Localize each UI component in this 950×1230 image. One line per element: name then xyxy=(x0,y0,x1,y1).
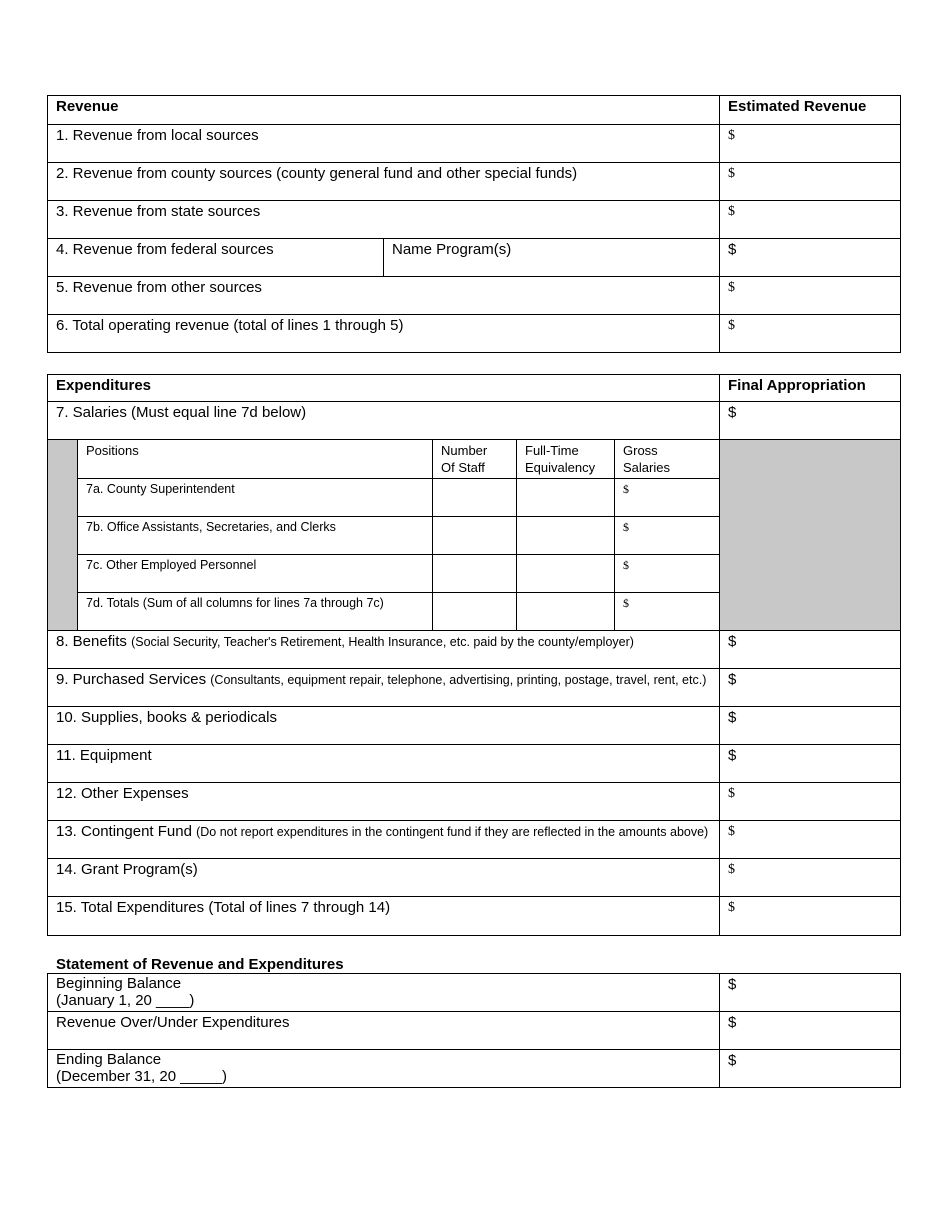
revenue-over-under-label: Revenue Over/Under Expenditures xyxy=(48,1012,720,1050)
grant-program-row: 14. Grant Program(s) xyxy=(48,859,720,897)
beginning-balance-field[interactable]: $ xyxy=(720,974,901,1012)
estimated-revenue-header: Estimated Revenue xyxy=(720,96,901,125)
final-appropriation-header: Final Appropriation xyxy=(720,375,901,402)
program-name-field[interactable]: Name Program(s) xyxy=(384,239,720,277)
ending-balance-label xyxy=(48,1050,720,1088)
statement-line1: Ending Balance xyxy=(56,1051,162,1068)
gross-salary-field[interactable]: $ xyxy=(615,517,720,555)
number-of-staff-field[interactable] xyxy=(433,555,517,593)
revenue-amount-field[interactable]: $ xyxy=(720,239,901,277)
fte-field[interactable] xyxy=(517,555,615,593)
position-row-label: 7b. Office Assistants, Secretaries, and Clerks xyxy=(78,517,433,555)
fte-field[interactable] xyxy=(517,593,615,631)
statement-line1: Beginning Balance xyxy=(56,975,182,992)
revenue-amount-field[interactable]: $ xyxy=(720,201,901,239)
expense-note: (Do not report expenditures in the contingent fund if they are reflected in the amounts above) xyxy=(196,825,709,839)
expense-label: 8. Benefits xyxy=(56,633,127,650)
supplies-row: 10. Supplies, books & periodicals xyxy=(48,707,720,745)
statement-title: Statement of Revenue and Expenditures xyxy=(56,956,344,973)
gross-header-line1: Gross xyxy=(623,443,658,458)
total-expenditures-field[interactable]: $ xyxy=(720,897,901,936)
expense-note: (Consultants, equipment repair, telephone, advertising, printing, postage, travel, rent, etc.) xyxy=(210,673,707,687)
statement-table xyxy=(47,973,901,1088)
salaries-amount-field[interactable]: $ xyxy=(720,402,901,440)
revenue-over-under-field[interactable]: $ xyxy=(720,1012,901,1050)
number-of-staff-field[interactable] xyxy=(433,479,517,517)
expense-amount-field[interactable]: $ xyxy=(720,821,901,859)
expense-amount-field[interactable]: $ xyxy=(720,631,901,669)
expense-label: 9. Purchased Services xyxy=(56,671,207,688)
benefits-row xyxy=(48,631,720,669)
fte-header-line2: Equivalency xyxy=(525,460,596,475)
positions-header: Positions xyxy=(78,440,433,479)
revenue-total-label: 6. Total operating revenue (total of lines 1 through 5) xyxy=(48,315,720,353)
expense-amount-field[interactable]: $ xyxy=(720,707,901,745)
contingent-fund-row xyxy=(48,821,720,859)
position-row-label: 7c. Other Employed Personnel xyxy=(78,555,433,593)
gross-salary-field[interactable]: $ xyxy=(615,479,720,517)
expense-amount-field[interactable]: $ xyxy=(720,669,901,707)
number-of-staff-field[interactable] xyxy=(433,517,517,555)
revenue-row-label: 4. Revenue from federal sources xyxy=(48,239,384,277)
expense-note: (Social Security, Teacher's Retirement, Health Insurance, etc. paid by the county/employer) xyxy=(131,635,634,649)
revenue-table xyxy=(47,95,901,353)
statement-line2: (December 31, 20 _____) xyxy=(56,1068,227,1085)
revenue-row-label: 2. Revenue from county sources (county general fund and other special funds) xyxy=(48,163,720,201)
revenue-amount-field[interactable]: $ xyxy=(720,277,901,315)
revenue-amount-field[interactable]: $ xyxy=(720,125,901,163)
expense-amount-field[interactable]: $ xyxy=(720,745,901,783)
gross-salary-field[interactable]: $ xyxy=(615,555,720,593)
position-totals-label: 7d. Totals (Sum of all columns for lines 7a through 7c) xyxy=(78,593,433,631)
equipment-row: 11. Equipment xyxy=(48,745,720,783)
fte-field[interactable] xyxy=(517,517,615,555)
expense-amount-field[interactable]: $ xyxy=(720,783,901,821)
revenue-row-label: 1. Revenue from local sources xyxy=(48,125,720,163)
fte-header xyxy=(517,440,615,479)
number-header-line1: Number xyxy=(441,443,488,458)
other-expenses-row: 12. Other Expenses xyxy=(48,783,720,821)
gross-salaries-header xyxy=(615,440,720,479)
gross-salary-field[interactable]: $ xyxy=(615,593,720,631)
statement-line2: (January 1, 20 ____) xyxy=(56,992,195,1009)
expense-label: 13. Contingent Fund xyxy=(56,823,192,840)
expenditures-table xyxy=(47,374,901,936)
revenue-row-label: 5. Revenue from other sources xyxy=(48,277,720,315)
fte-header-line1: Full-Time xyxy=(525,443,579,458)
gross-header-line2: Salaries xyxy=(623,460,670,475)
number-of-staff-header xyxy=(433,440,517,479)
number-of-staff-field[interactable] xyxy=(433,593,517,631)
revenue-total-field[interactable]: $ xyxy=(720,315,901,353)
expense-amount-field[interactable]: $ xyxy=(720,859,901,897)
total-expenditures-row: 15. Total Expenditures (Total of lines 7 through 14) xyxy=(48,897,720,936)
ending-balance-field[interactable]: $ xyxy=(720,1050,901,1088)
revenue-header: Revenue xyxy=(48,96,720,125)
salaries-label: 7. Salaries (Must equal line 7d below) xyxy=(48,402,720,440)
revenue-row-label: 3. Revenue from state sources xyxy=(48,201,720,239)
purchased-services-row xyxy=(48,669,720,707)
position-row-label: 7a. County Superintendent xyxy=(78,479,433,517)
fte-field[interactable] xyxy=(517,479,615,517)
gray-margin xyxy=(48,440,78,631)
number-header-line2: Of Staff xyxy=(441,460,485,475)
beginning-balance-label xyxy=(48,974,720,1012)
gray-block xyxy=(720,440,901,631)
revenue-amount-field[interactable]: $ xyxy=(720,163,901,201)
expenditures-header: Expenditures xyxy=(48,375,720,402)
